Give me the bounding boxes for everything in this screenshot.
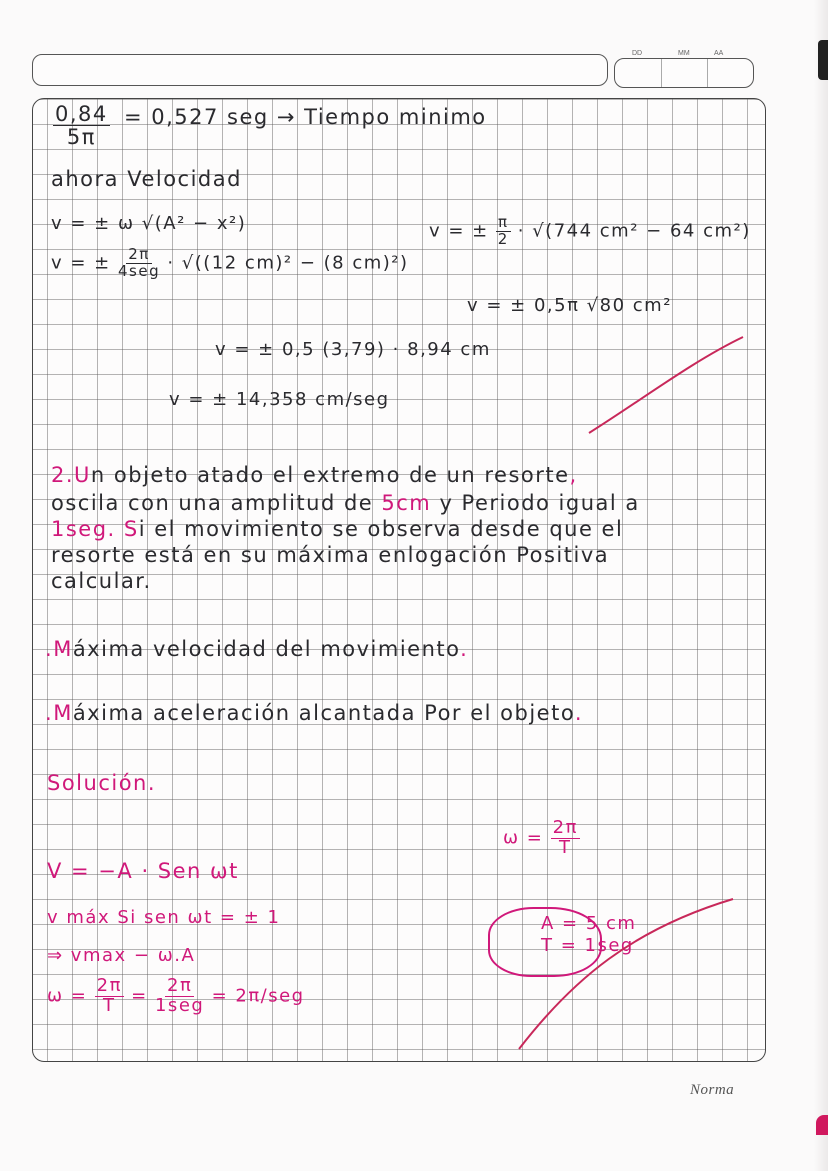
formula-lhs: ω = [503, 827, 544, 849]
period-value: 1seg. S [51, 517, 139, 541]
norma-brand-logo: Norma [690, 1082, 735, 1098]
drop-letter: M [53, 701, 73, 725]
fraction [155, 977, 204, 1016]
min-time-line [53, 103, 487, 148]
fraction [551, 819, 580, 858]
fraction-numerator: 0,84 [55, 102, 108, 126]
formula-result: = 2π/seg [211, 985, 305, 1007]
problem2-line5: calcular. [51, 569, 152, 593]
text: oscila con una amplitud de [51, 491, 382, 515]
formula-prefix: v = ± [429, 220, 489, 242]
date-label-day: DD [632, 50, 643, 57]
fraction [53, 103, 110, 148]
end-dot: . [460, 637, 469, 661]
problem2-line4: resorte está en su máxima enlogación Positiva [51, 543, 610, 567]
fraction [95, 977, 124, 1016]
fraction-denominator: 5π [66, 125, 96, 150]
given-period: T = 1seg [541, 935, 634, 956]
notebook-title-box [32, 54, 608, 86]
fraction-denominator: T [103, 994, 116, 1016]
date-divider [707, 59, 708, 87]
fraction-numerator: 2π [167, 975, 193, 996]
date-label-month: MM [678, 50, 690, 57]
eq-vmax: ⇒ vmax − ω.A [47, 945, 196, 966]
bullet-max-acceleration [45, 701, 583, 725]
drop-letter: M [53, 637, 73, 661]
fraction-numerator: 2π [128, 245, 150, 263]
amplitude-value: 5cm [381, 491, 432, 515]
eq-velocity: V = −A · Sen ωt [47, 859, 239, 883]
date-divider [661, 59, 662, 87]
end-dot: . [574, 701, 583, 725]
text: áxima velocidad del movimiento [72, 637, 461, 661]
velocity-formula-substituted [51, 247, 409, 280]
velocity-formula-right-2: v = ± 0,5π √80 cm² [467, 295, 672, 316]
bullet-dot: . [45, 701, 54, 725]
fraction-denominator: 1seg [154, 994, 205, 1016]
text: n objeto atado el extremo de un resorte [90, 463, 570, 487]
drop-letter: U [74, 463, 91, 487]
equals: = [131, 985, 148, 1007]
fraction-numerator: 2π [552, 817, 578, 838]
fraction [118, 247, 160, 280]
text: i el movimiento se observa desde que el [138, 517, 624, 541]
given-amplitude: A = 5 cm [541, 913, 637, 934]
formula-rest: · √(744 cm² − 64 cm²) [517, 220, 751, 242]
fraction-denominator: 4seg [118, 261, 161, 280]
binder-corner [818, 40, 828, 80]
formula-rest: · √((12 cm)² − (8 cm)²) [167, 252, 409, 274]
graph-paper-sheet [32, 98, 766, 1062]
comma: , [569, 463, 578, 487]
page-shadow [814, 0, 828, 1171]
formula-lhs: ω = [47, 985, 88, 1007]
eq-vmax-condition: v máx Si sen ωt = ± 1 [47, 907, 281, 928]
omega-cloud-formula [503, 819, 580, 858]
eq-omega [47, 977, 305, 1016]
velocity-formula-general: v = ± ω √(A² − x²) [51, 213, 247, 234]
problem2-line1 [51, 463, 578, 487]
fraction-denominator: T [559, 836, 572, 858]
velocity-formula-right [429, 215, 751, 248]
solution-heading: Solución. [47, 771, 157, 795]
fraction-denominator: 2 [497, 229, 509, 248]
text: áxima aceleración alcantada Por el objeto [72, 701, 575, 725]
text: y Periodo igual a [431, 491, 640, 515]
min-time-result: = 0,527 seg → Tiempo minimo [123, 104, 487, 129]
formula-prefix: v = ± [51, 252, 111, 274]
date-label-year: AA [714, 50, 724, 57]
date-box [614, 58, 754, 88]
fraction-numerator: π [498, 213, 509, 231]
problem2-line2 [51, 491, 640, 515]
fraction-numerator: 2π [96, 975, 122, 996]
bullet-dot: . [45, 637, 54, 661]
fraction [496, 215, 511, 248]
pink-corner-mark [816, 1115, 828, 1135]
bullet-max-velocity [45, 637, 468, 661]
velocity-final: v = ± 14,358 cm/seg [169, 389, 390, 410]
velocity-numeric: v = ± 0,5 (3,79) · 8,94 cm [215, 339, 491, 360]
problem2-line3 [51, 517, 623, 541]
problem-number: 2. [51, 463, 75, 487]
velocity-heading: ahora Velocidad [51, 167, 242, 191]
